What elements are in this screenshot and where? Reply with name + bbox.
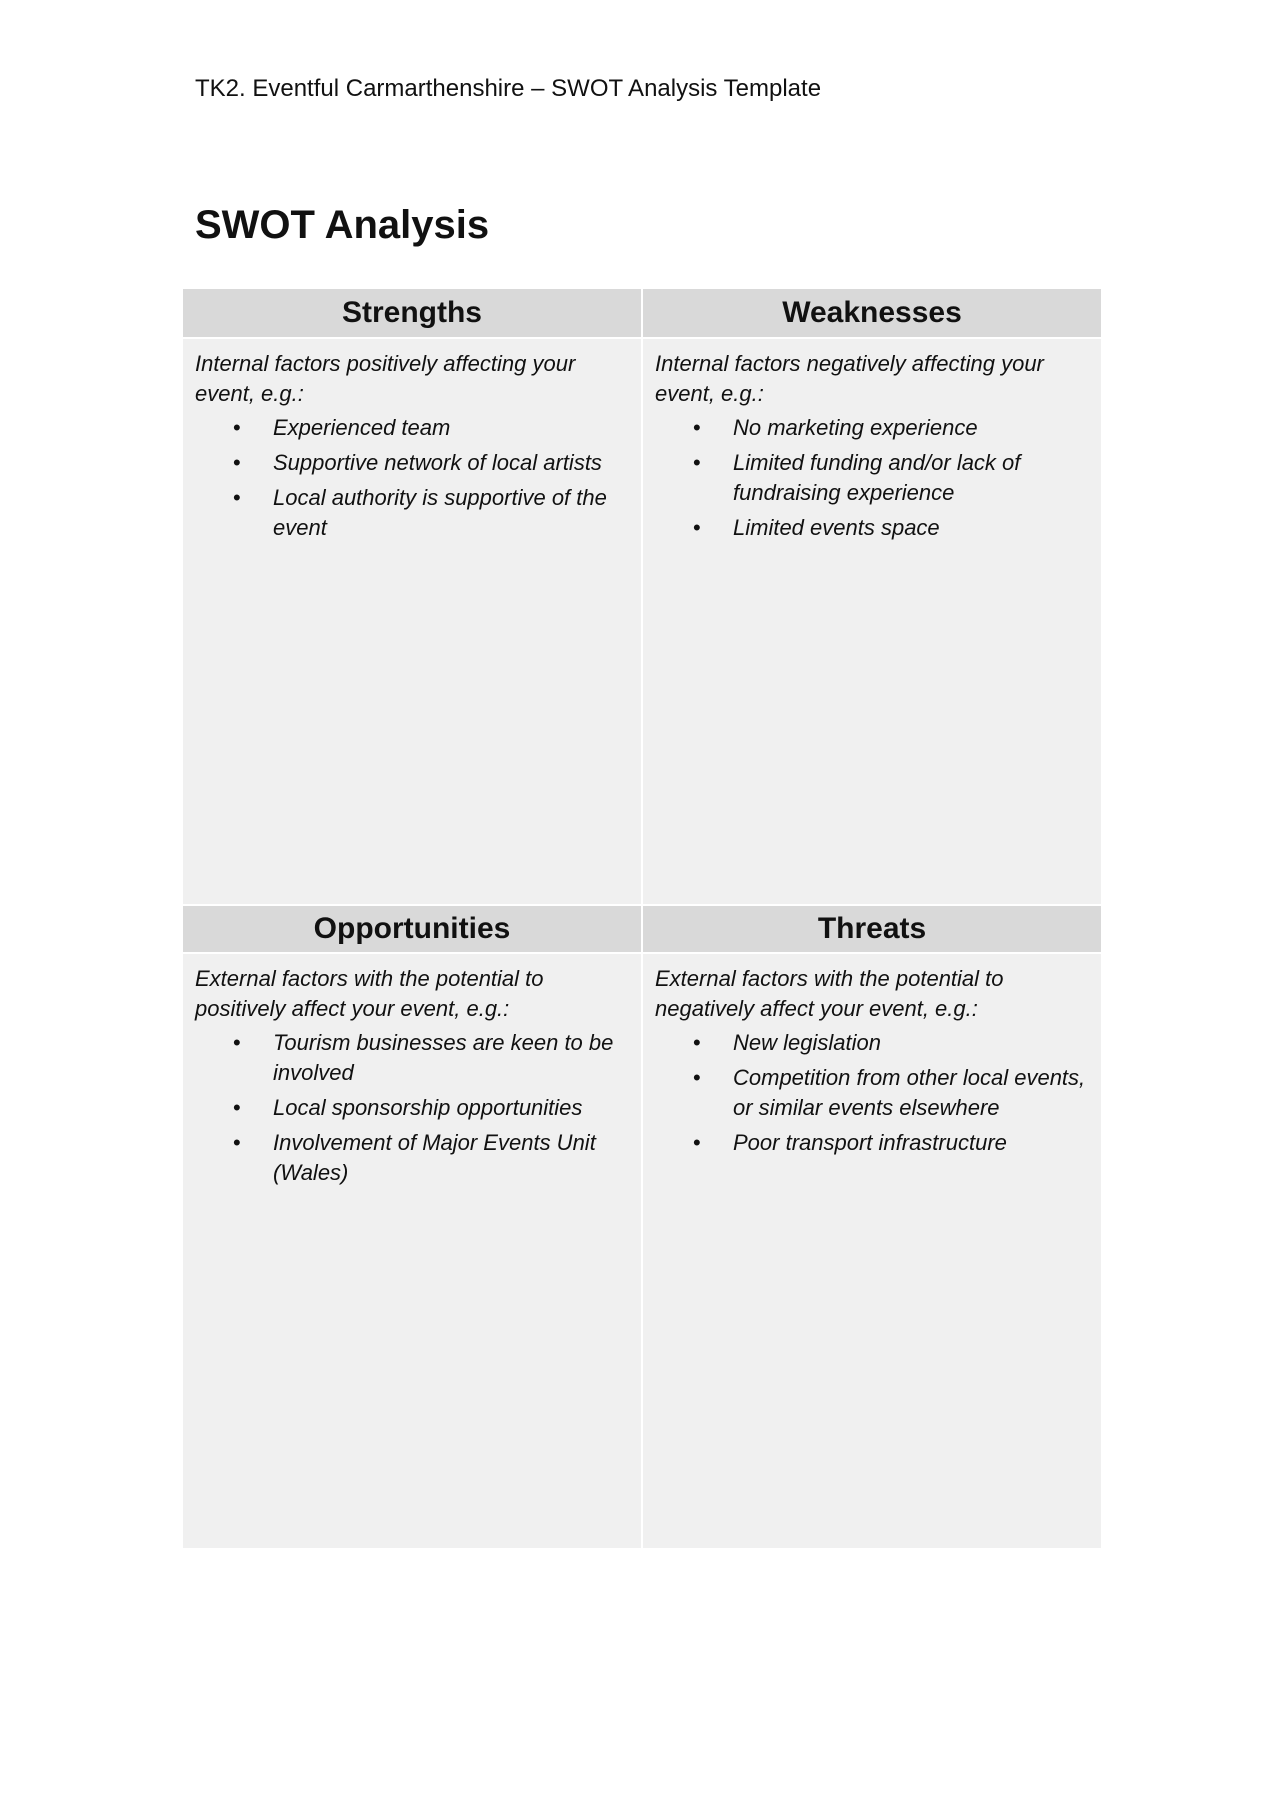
strengths-heading: Strengths xyxy=(183,289,641,339)
list-item-text: Experienced team xyxy=(273,415,451,440)
bullet-icon: • xyxy=(693,450,701,475)
bullet-icon: • xyxy=(693,1065,701,1090)
list-item-text: New legislation xyxy=(733,1030,881,1055)
bullet-icon: • xyxy=(693,1130,701,1155)
bullet-icon: • xyxy=(233,415,241,440)
list-item-text: Limited events space xyxy=(733,515,940,540)
list-item xyxy=(655,1063,1089,1123)
list-item-text: Local authority is supportive of the event xyxy=(273,485,607,540)
weaknesses-heading: Weaknesses xyxy=(643,289,1101,339)
strengths-list xyxy=(195,413,629,543)
bullet-icon: • xyxy=(233,450,241,475)
bullet-icon: • xyxy=(233,1130,241,1155)
opportunities-heading: Opportunities xyxy=(183,904,641,954)
list-item-text: Local sponsorship opportunities xyxy=(273,1095,583,1120)
threats-heading: Threats xyxy=(643,904,1101,954)
list-item xyxy=(195,1028,629,1088)
list-item-text: Competition from other local events, or similar events elsewhere xyxy=(733,1065,1086,1120)
list-item-text: Supportive network of local artists xyxy=(273,450,602,475)
list-item xyxy=(655,513,1089,543)
bullet-icon: • xyxy=(693,515,701,540)
strengths-cell xyxy=(183,339,641,904)
threats-cell xyxy=(643,954,1101,1548)
threats-intro: External factors with the potential to negatively affect your event, e.g.: xyxy=(655,966,1004,1021)
list-item-text: Tourism businesses are keen to be involved xyxy=(273,1030,614,1085)
list-item xyxy=(655,1128,1089,1158)
bullet-icon: • xyxy=(233,485,241,510)
opportunities-cell xyxy=(183,954,641,1548)
list-item xyxy=(195,1128,629,1188)
bullet-icon: • xyxy=(693,1030,701,1055)
weaknesses-list xyxy=(655,413,1089,543)
list-item xyxy=(195,483,629,543)
list-item xyxy=(195,1093,629,1123)
list-item-text: Poor transport infrastructure xyxy=(733,1130,1007,1155)
weaknesses-intro: Internal factors negatively affecting your event, e.g.: xyxy=(655,351,1044,406)
opportunities-intro: External factors with the potential to positively affect your event, e.g.: xyxy=(195,966,544,1021)
list-item xyxy=(655,448,1089,508)
threats-list xyxy=(655,1028,1089,1158)
list-item xyxy=(655,413,1089,443)
weaknesses-cell xyxy=(643,339,1101,904)
list-item xyxy=(195,413,629,443)
page-header: TK2. Eventful Carmarthenshire – SWOT Analysis Template xyxy=(195,75,822,102)
opportunities-list xyxy=(195,1028,629,1188)
list-item-text: Involvement of Major Events Unit (Wales) xyxy=(273,1130,596,1185)
list-item-text: Limited funding and/or lack of fundraising experience xyxy=(733,450,1021,505)
bullet-icon: • xyxy=(233,1095,241,1120)
list-item xyxy=(195,448,629,478)
bullet-icon: • xyxy=(233,1030,241,1055)
strengths-intro: Internal factors positively affecting your event, e.g.: xyxy=(195,351,576,406)
list-item-text: No marketing experience xyxy=(733,415,978,440)
list-item xyxy=(655,1028,1089,1058)
bullet-icon: • xyxy=(693,415,701,440)
swot-table xyxy=(183,289,1103,1553)
page-title: SWOT Analysis xyxy=(195,203,490,247)
